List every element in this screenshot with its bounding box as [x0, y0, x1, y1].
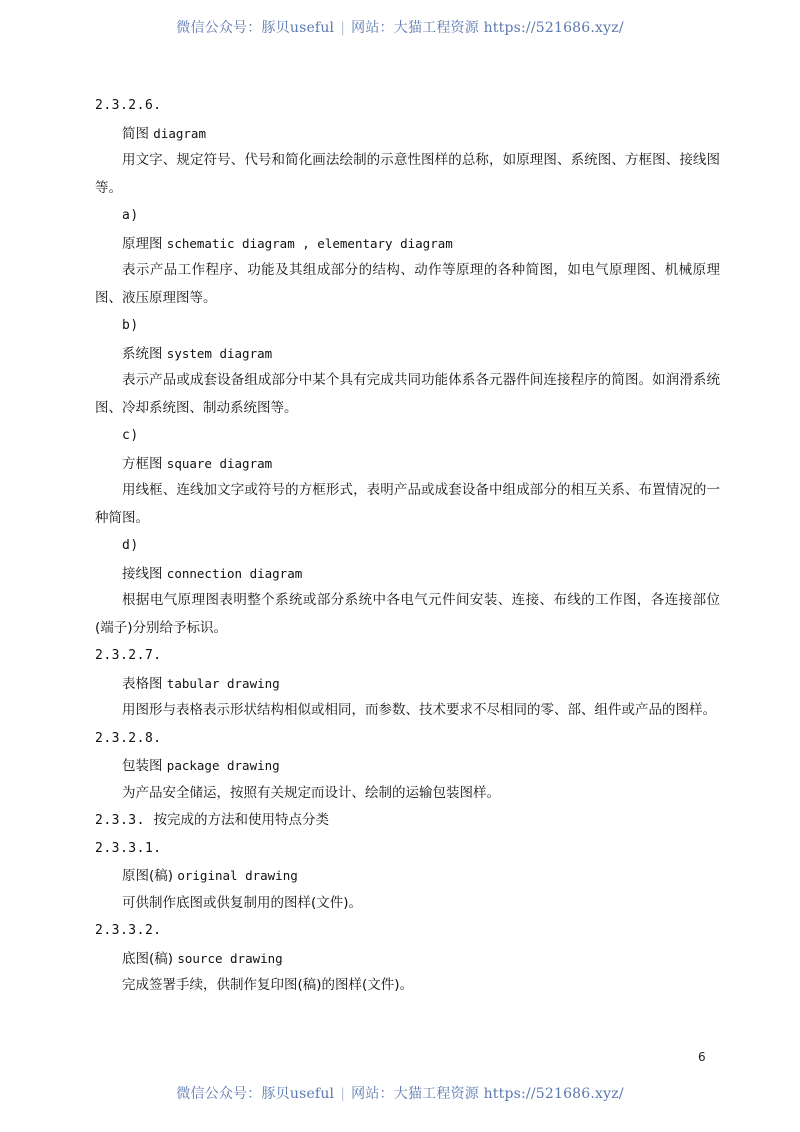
term-cn: 原图(稿): [122, 868, 174, 884]
term-cn: 包装图: [122, 758, 163, 774]
watermark-website: 网站：大猫工程资源 https://521686.xyz/: [351, 20, 624, 36]
term-definition: 为产品安全储运，按照有关规定而设计、绘制的运输包装图样。: [122, 784, 500, 801]
item-label: c): [122, 428, 139, 443]
term-definition: 表示产品工作程序、功能及其组成部分的结构、动作等原理的各种简图，如电气原理图、机械原理图、液压原理图等。: [95, 262, 720, 306]
section-heading: [95, 807, 720, 835]
watermark-wechat: 微信公众号：豚贝useful: [176, 1086, 335, 1102]
term-cn: 简图: [122, 125, 149, 142]
page-number: 6: [698, 1050, 706, 1064]
term-definition: 可供制作底图或供复制用的图样(文件)。: [122, 894, 363, 911]
term-en: diagram: [153, 125, 206, 141]
term-cn: 底图(稿): [122, 950, 174, 967]
document-body: [95, 92, 720, 1000]
term-heading: [95, 670, 720, 698]
section-number: 2.3.2.8.: [95, 730, 162, 746]
term-heading: [95, 862, 720, 890]
term-heading: [95, 560, 720, 588]
term-heading: [95, 230, 720, 258]
term-cn: 原理图: [122, 235, 163, 252]
section-number: 2.3.3.: [95, 813, 145, 828]
item-label: a): [122, 208, 139, 223]
watermark-footer: [0, 1083, 800, 1103]
term-cn: 系统图: [122, 345, 163, 362]
section-number: 2.3.3.2.: [95, 923, 162, 938]
term-en: connection diagram: [166, 565, 303, 581]
term-definition: 用文字、规定符号、代号和简化画法绘制的示意性图样的总称，如原理图、系统图、方框图、接线图等。: [95, 152, 720, 196]
watermark-wechat: 微信公众号：豚贝useful: [176, 20, 335, 36]
watermark-separator: |: [340, 1086, 346, 1102]
term-heading: [95, 752, 720, 780]
term-heading: [95, 340, 720, 368]
section-number: 2.3.2.6.: [95, 98, 162, 113]
term-en: square diagram: [166, 455, 273, 471]
section-number: 2.3.3.1.: [95, 840, 162, 856]
section-number: 2.3.2.7.: [95, 648, 162, 663]
term-en: original drawing: [177, 868, 298, 883]
term-definition: 用线框、连线加文字或符号的方框形式，表明产品或成套设备中组成部分的相互关系、布置情况的一种简图。: [95, 482, 720, 526]
watermark-website: 网站：大猫工程资源 https://521686.xyz/: [351, 1086, 624, 1102]
watermark-header: [0, 17, 800, 37]
item-label: d): [122, 538, 139, 553]
term-heading: [95, 450, 720, 478]
term-cn: 接线图: [122, 565, 163, 582]
section-title: 按完成的方法和使用特点分类: [153, 812, 330, 828]
term-definition: 完成签署手续，供制作复印图(稿)的图样(文件)。: [122, 977, 414, 993]
watermark-separator: |: [340, 20, 346, 36]
item-label: b): [122, 318, 139, 333]
term-heading: [95, 945, 720, 973]
term-definition: 根据电气原理图表明整个系统或部分系统中各电气元件间安装、连接、布线的工作图，各连接部位(端子)分别给予标识。: [95, 592, 720, 636]
term-cn: 表格图: [122, 675, 163, 692]
term-en: package drawing: [166, 758, 280, 773]
term-cn: 方框图: [122, 455, 163, 472]
term-en: tabular drawing: [166, 675, 280, 691]
term-definition: 表示产品或成套设备组成部分中某个具有完成共同功能体系各元器件间连接程序的简图。如润滑系统图、冷却系统图、制动系统图等。: [95, 372, 720, 416]
term-en: schematic diagram , elementary diagram: [166, 235, 453, 251]
term-en: system diagram: [166, 345, 273, 361]
term-heading: [95, 120, 720, 148]
term-en: source drawing: [177, 950, 283, 966]
term-definition: 用图形与表格表示形状结构相似或相同，而参数、技术要求不尽相同的零、部、组件或产品的图样。: [122, 702, 716, 718]
